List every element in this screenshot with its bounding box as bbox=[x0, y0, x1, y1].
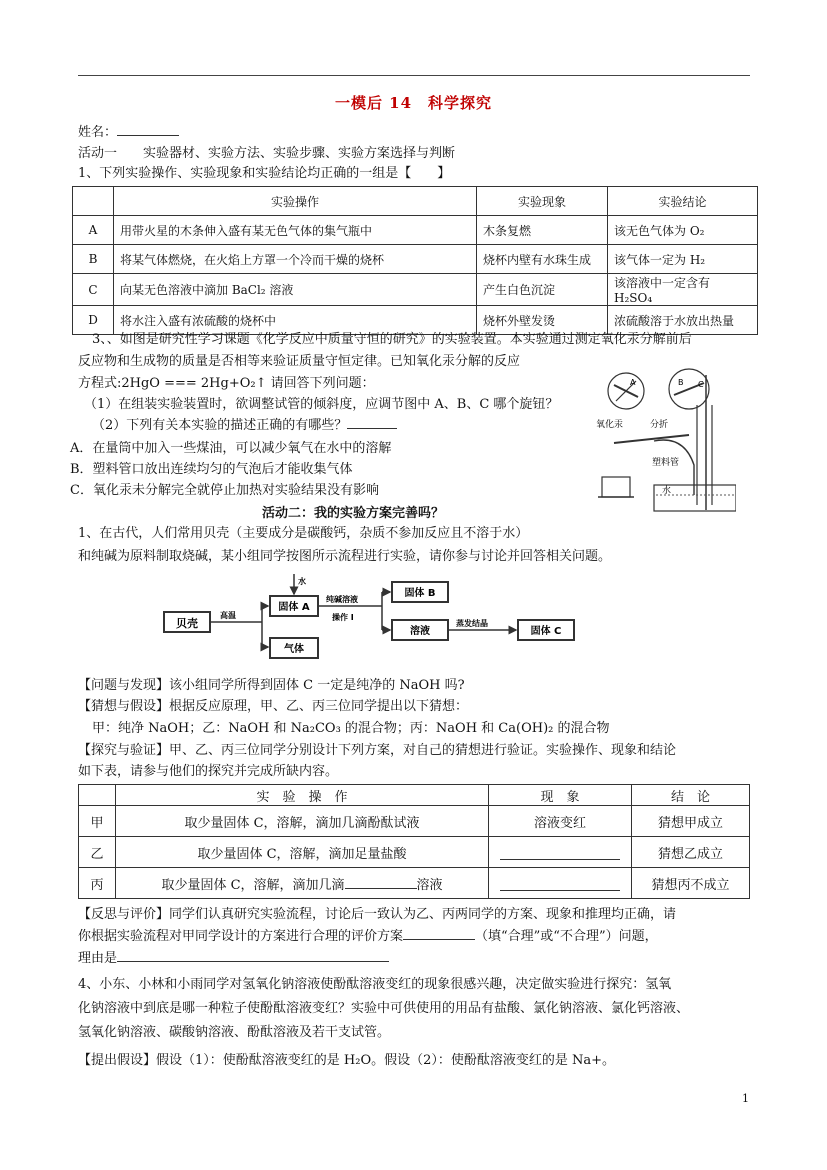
name-label: 姓名： bbox=[78, 125, 118, 140]
flow-label: 高温 bbox=[220, 611, 236, 620]
table-cell: C bbox=[73, 274, 114, 306]
hypothesis-text: 【猜想与假设】根据反应原理，甲、乙、丙三位同学提出以下猜想： bbox=[78, 699, 469, 714]
q3-line3: 方程式:2HgO === 2Hg+O₂↑ 请回答下列问题： bbox=[78, 376, 375, 391]
q4-line4: 【提出假设】假设（1）：使酚酞溶液变红的是 H₂O。假设（2）：使酚酞溶液变红的是 Na+。 bbox=[78, 1053, 616, 1068]
reflect-line3 bbox=[78, 950, 389, 968]
table-row bbox=[79, 868, 750, 899]
table-cell: 浓硫酸溶于水放出热量 bbox=[608, 306, 758, 335]
flow-label: 蒸发结晶 bbox=[456, 619, 488, 628]
flow-label: 固体 A bbox=[278, 602, 310, 613]
table-cell: 猜想丙不成立 bbox=[632, 868, 750, 899]
name-field bbox=[78, 124, 179, 142]
table-cell: 该溶液中一定含有 H₂SO₄ bbox=[608, 274, 758, 306]
flow-label: 操作 I bbox=[332, 613, 354, 622]
reflect-text-a: 你根据实验流程对甲同学设计的方案进行合理的评价方案 bbox=[78, 929, 404, 944]
table-header: 实 验 操 作 bbox=[116, 785, 489, 806]
table-cell bbox=[489, 868, 632, 899]
table-cell: 猜想乙成立 bbox=[632, 837, 750, 868]
q3-answer-blank[interactable] bbox=[347, 428, 397, 429]
table-header: 实验结论 bbox=[608, 187, 758, 216]
table-cell: 溶液变红 bbox=[489, 806, 632, 837]
page-number: 1 bbox=[742, 1092, 749, 1105]
table-cell: 丙 bbox=[79, 868, 116, 899]
table-row bbox=[73, 216, 758, 245]
table-header: 结 论 bbox=[632, 785, 750, 806]
q3-line2: 反应物和生成物的质量是否相等来验证质量守恒定律。已知氧化汞分解的反应 bbox=[78, 354, 521, 369]
table-cell: 烧杯内壁有水珠生成 bbox=[477, 245, 608, 274]
explore-line2: 如下表，请参与他们的探究并完成所缺内容。 bbox=[78, 764, 339, 779]
table-row bbox=[79, 837, 750, 868]
table-cell-suffix: 溶液 bbox=[416, 877, 443, 893]
q1b-line1: 1、在古代，人们常用贝壳（主要成分是碳酸钙，杂质不参加反应且不溶于水） bbox=[78, 526, 529, 541]
flow-chart bbox=[150, 572, 590, 667]
q4-line3: 氢氧化钠溶液、碳酸钠溶液、酚酞溶液及若干支试管。 bbox=[78, 1025, 391, 1040]
page-title: 一模后 14 科学探究 bbox=[334, 94, 493, 112]
reflect-line1: 【反思与评价】同学们认真研究实验流程，讨论后一致认为乙、丙两同学的方案、现象和推理均正确，请 bbox=[78, 907, 677, 922]
table-cell: 将某气体燃烧，在火焰上方罩一个冷而干燥的烧杯 bbox=[114, 245, 477, 274]
q3-line1: 3、、如图是研究性学习课题《化学反应中质量守恒的研究》的实验装置。本实验通过测定氧化汞分解前后 bbox=[92, 332, 692, 347]
table-cell: 该无色气体为 O₂ bbox=[608, 216, 758, 245]
flow-label: 固体 C bbox=[530, 626, 562, 637]
explore-line1: 【探究与验证】甲、乙、丙三位同学分别设计下列方案，对自己的猜想进行验证。实验操作、现象和结论 bbox=[78, 743, 677, 758]
table-row bbox=[73, 245, 758, 274]
name-blank[interactable] bbox=[117, 135, 179, 136]
guesses-text: 甲：纯净 NaOH；乙：NaOH 和 Na₂CO₃ 的混合物；丙：NaOH 和 Ca(OH)₂ 的混合物 bbox=[92, 721, 610, 736]
table-cell-text: 取少量固体 C，溶解，滴加几滴 bbox=[161, 877, 345, 893]
figure-label: 分折 bbox=[650, 420, 669, 430]
table-cell: A bbox=[73, 216, 114, 245]
reflect-text-b: （填“合理”或“不合理”）问题， bbox=[475, 929, 658, 944]
flow-label: 气体 bbox=[284, 644, 304, 655]
table-cell: 用带火星的木条伸入盛有某无色气体的集气瓶中 bbox=[114, 216, 477, 245]
figure-label: 塑料管 bbox=[652, 458, 680, 468]
table-cell: 甲 bbox=[79, 806, 116, 837]
problem-text: 【问题与发现】该小组同学所得到固体 C 一定是纯净的 NaOH 吗? bbox=[78, 678, 465, 693]
table-header: 实验操作 bbox=[114, 187, 477, 216]
table-cell: 乙 bbox=[79, 837, 116, 868]
table-cell: 猜想甲成立 bbox=[632, 806, 750, 837]
reason-blank[interactable] bbox=[117, 961, 389, 962]
figure-label: 水 bbox=[662, 486, 672, 496]
q3-option-c: C．氧化汞未分解完全就停止加热对实验结果没有影响 bbox=[70, 483, 379, 498]
evaluation-blank[interactable] bbox=[403, 939, 475, 940]
table-cell: 将水注入盛有浓硫酸的烧杯中 bbox=[114, 306, 477, 335]
table-cell: 取少量固体 C，溶解，滴加足量盐酸 bbox=[116, 837, 489, 868]
table-cell: 取少量固体 C，溶解，滴加几滴酚酞试液 bbox=[116, 806, 489, 837]
q4-line2: 化钠溶液中到底是哪一种粒子使酚酞溶液变红？实验中可供使用的用品有盐酸、氯化钠溶液、氯化钙溶液、 bbox=[78, 1001, 690, 1016]
q3-sub2-text: （2）下列有关本实验的描述正确的有哪些？ bbox=[92, 418, 348, 433]
phenomenon-blank-bing[interactable] bbox=[500, 872, 620, 891]
table-2 bbox=[78, 784, 750, 899]
table-cell: B bbox=[73, 245, 114, 274]
table-cell: 产生白色沉淀 bbox=[477, 274, 608, 306]
flow-label: 贝壳 bbox=[176, 617, 198, 630]
table-cell: 木条复燃 bbox=[477, 216, 608, 245]
phenomenon-blank-yi[interactable] bbox=[500, 841, 620, 860]
table-cell bbox=[489, 837, 632, 868]
apparatus-figure bbox=[594, 365, 736, 513]
figure-label: C bbox=[698, 380, 704, 389]
q3-option-a: A．在量筒中加入一些煤油，可以减少氧气在水中的溶解 bbox=[70, 441, 392, 456]
q3-sub2 bbox=[92, 417, 397, 435]
table-header: 实验现象 bbox=[477, 187, 608, 216]
table-header-row bbox=[73, 187, 758, 216]
table-cell: 该气体一定为 H₂ bbox=[608, 245, 758, 274]
table-header-row bbox=[79, 785, 750, 806]
table-row bbox=[79, 806, 750, 837]
table-cell: D bbox=[73, 306, 114, 335]
table-cell bbox=[116, 868, 489, 899]
table-cell: 向某无色溶液中滴加 BaCl₂ 溶液 bbox=[114, 274, 477, 306]
table-cell: 烧杯外壁发烫 bbox=[477, 306, 608, 335]
q3-option-b: B．塑料管口放出连续均匀的气泡后才能收集气体 bbox=[70, 462, 353, 477]
q1b-line2: 和纯碱为原料制取烧碱，某小组同学按图所示流程进行实验，请你参与讨论并回答相关问题。 bbox=[78, 549, 612, 564]
flow-label: 固体 B bbox=[404, 588, 436, 599]
figure-label: B bbox=[678, 378, 684, 387]
header-rule bbox=[78, 75, 750, 76]
reason-label: 理由是 bbox=[78, 951, 118, 966]
table-header: 现 象 bbox=[489, 785, 632, 806]
q3-sub1: （1）在组装实验装置时，欲调整试管的倾斜度，应调节图中 A、B、C 哪个旋钮？ bbox=[84, 397, 559, 412]
activity2-heading: 活动二：我的实验方案完善吗？ bbox=[262, 506, 445, 521]
table-header bbox=[73, 187, 114, 216]
q4-line1: 4、小东、小林和小雨同学对氢氧化钠溶液使酚酞溶液变红的现象很感兴趣，决定做实验进行探究：氢氧 bbox=[78, 977, 672, 992]
flow-label: 溶液 bbox=[410, 626, 430, 637]
table-header bbox=[79, 785, 116, 806]
flow-label: 纯碱溶液 bbox=[326, 595, 358, 604]
activity1-heading: 活动一 实验器材、实验方法、实验步骤、实验方案选择与判断 bbox=[78, 146, 456, 161]
table-1 bbox=[72, 186, 758, 335]
reflect-line2 bbox=[78, 928, 658, 946]
question-1: 1、下列实验操作、实验现象和实验结论均正确的一组是【 】 bbox=[78, 166, 451, 181]
reagent-blank[interactable] bbox=[345, 888, 417, 889]
flow-label: 水 bbox=[298, 577, 306, 586]
figure-label: 氧化汞 bbox=[596, 420, 624, 430]
table-row bbox=[73, 274, 758, 306]
figure-label: A bbox=[630, 378, 636, 387]
